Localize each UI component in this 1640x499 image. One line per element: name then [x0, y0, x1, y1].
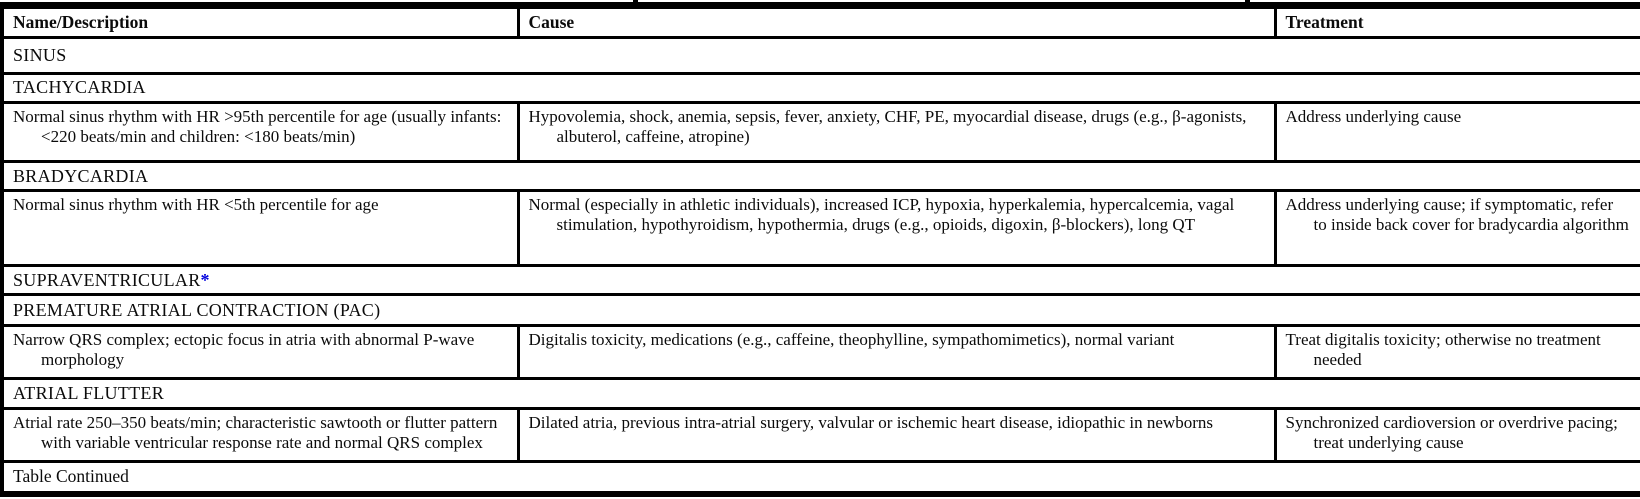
- treatment-cell: [1275, 408, 1640, 461]
- description-text: Narrow QRS complex; ectopic focus in atria with abnormal P-wave morphology: [13, 330, 475, 370]
- supraventricular-note-marker: *: [200, 269, 210, 290]
- column-header-name-description: Name/Description: [2, 6, 518, 38]
- cause-text: Normal (especially in athletic individuals), increased ICP, hypoxia, hyperkalemia, hypercalcemia, vagal stimulation, hypothyroidism, hypothermia, drugs (e.g., opioids, digoxin, β-blockers), long QT: [528, 195, 1235, 235]
- section-row-bradycardia: [2, 162, 1640, 191]
- arrhythmia-table: [0, 2, 1640, 497]
- treatment-text: Synchronized cardioversion or overdrive pacing; treat underlying cause: [1285, 412, 1618, 452]
- cause-text: Dilated atria, previous intra-atrial surgery, valvular or ischemic heart disease, idiopathic in newborns: [528, 412, 1213, 432]
- table-row-tachycardia: [2, 102, 1640, 161]
- treatment-text: Treat digitalis toxicity; otherwise no treatment needed: [1285, 330, 1601, 370]
- table-row-bradycardia: [2, 191, 1640, 266]
- description-text: Atrial rate 250–350 beats/min; characteristic sawtooth or flutter pattern with variable ventricular response rate and normal QRS complex: [13, 412, 498, 452]
- section-row-tachycardia: [2, 73, 1640, 102]
- section-label: PREMATURE ATRIAL CONTRACTION (PAC): [2, 295, 1640, 326]
- column-header-cause: Cause: [518, 6, 1275, 38]
- description-cell: [2, 326, 518, 379]
- treatment-cell: [1275, 191, 1640, 266]
- cause-cell: [518, 408, 1275, 461]
- cause-text: Hypovolemia, shock, anemia, sepsis, fever, anxiety, CHF, PE, myocardial disease, drugs (e.g., β-agonists, albuterol, caffeine, atropine): [528, 106, 1247, 146]
- section-label: TACHYCARDIA: [2, 73, 1640, 102]
- cause-cell: [518, 326, 1275, 379]
- section-row-sinus: [2, 38, 1640, 73]
- section-label-text: SUPRAVENTRICULAR: [13, 269, 201, 290]
- section-label: BRADYCARDIA: [2, 162, 1640, 191]
- cause-cell: [518, 102, 1275, 161]
- section-row-atrial-flutter: [2, 379, 1640, 408]
- cause-cell: [518, 191, 1275, 266]
- description-cell: [2, 102, 518, 161]
- treatment-cell: [1275, 326, 1640, 379]
- table-continued-row: [2, 461, 1640, 494]
- treatment-text: Address underlying cause; if symptomatic, refer to inside back cover for bradycardia algorithm: [1285, 195, 1629, 235]
- treatment-text: Address underlying cause: [1285, 106, 1462, 126]
- section-label: [2, 266, 1640, 295]
- table-continued-label: Table Continued: [2, 461, 1640, 494]
- description-cell: [2, 408, 518, 461]
- column-header-treatment: Treatment: [1275, 6, 1640, 38]
- cause-text: Digitalis toxicity, medications (e.g., caffeine, theophylline, sympathomimetics), normal variant: [528, 330, 1175, 350]
- table-header-row: [2, 6, 1640, 38]
- description-cell: [2, 191, 518, 266]
- section-label: SINUS: [2, 38, 1640, 73]
- description-text: Normal sinus rhythm with HR <5th percentile for age: [13, 195, 379, 215]
- section-row-premature-atrial-contraction: [2, 295, 1640, 326]
- table-row-atrial-flutter: [2, 408, 1640, 461]
- description-text: Normal sinus rhythm with HR >95th percentile for age (usually infants: <220 beats/min and children: <180 beats/min): [13, 106, 502, 146]
- treatment-cell: [1275, 102, 1640, 161]
- table-row-pac: [2, 326, 1640, 379]
- section-row-supraventricular: [2, 266, 1640, 295]
- section-label: ATRIAL FLUTTER: [2, 379, 1640, 408]
